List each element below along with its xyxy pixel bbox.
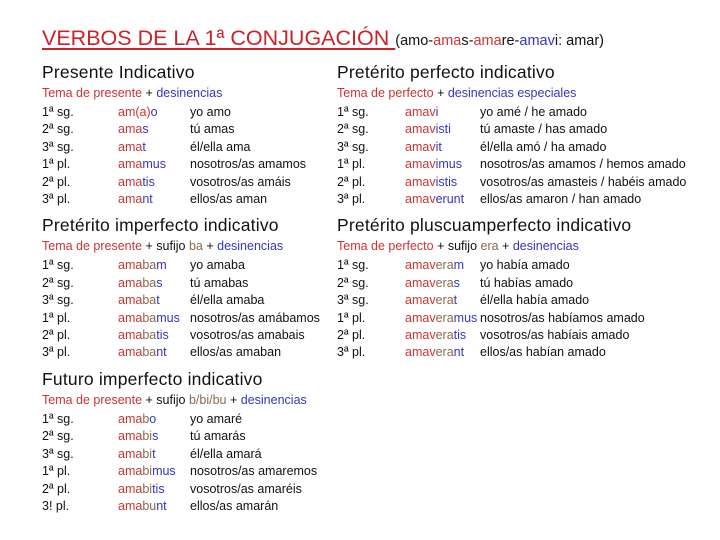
latin-form — [118, 428, 190, 445]
text-part: ama — [118, 481, 143, 496]
text-part: ama — [118, 192, 143, 207]
text-part: t — [152, 446, 156, 461]
text-part: amav — [405, 310, 436, 325]
text-part: + — [142, 86, 157, 100]
latin-form — [405, 156, 480, 173]
conjugation-row — [42, 156, 337, 173]
person-label: 2ª sg. — [42, 429, 74, 444]
right-column — [337, 62, 706, 369]
spanish-translation: vosotros/as amabais — [190, 328, 305, 343]
person-label: 3ª sg. — [42, 139, 74, 154]
text-part: bi — [142, 481, 153, 496]
text-part: Tema de presente — [42, 239, 143, 254]
text-part: amav — [405, 139, 436, 154]
spanish-translation: vosotros/as amasteis / habéis amado — [480, 174, 687, 189]
text-part: ama — [118, 328, 143, 343]
latin-form — [405, 275, 480, 292]
text-part: + sufijo — [142, 239, 189, 254]
latin-form — [118, 481, 190, 498]
text-part: era — [435, 310, 454, 325]
text-part: mus — [152, 464, 176, 479]
text-part: s — [152, 429, 159, 444]
latin-form — [405, 327, 480, 344]
latin-form — [405, 344, 480, 361]
person-label: 2ª pl. — [337, 328, 366, 343]
latin-form — [118, 121, 190, 138]
text-part: i — [435, 105, 439, 119]
conjugation-row — [42, 481, 337, 498]
spanish-translation: nosotros/as amamos — [190, 157, 307, 172]
conjugation-rows — [42, 411, 337, 515]
person-label: 3ª sg. — [337, 293, 369, 308]
conjugation-row — [42, 275, 337, 292]
text-part: o — [149, 411, 157, 426]
spanish-translation: vosotros/as habíais amado — [480, 328, 630, 343]
conjugation-row — [42, 327, 337, 344]
section-presente-indicativo — [42, 62, 337, 208]
text-part: bi — [142, 429, 153, 444]
spanish-translation: tú amas — [190, 122, 235, 137]
section-heading: Futuro imperfecto indicativo — [42, 368, 263, 389]
conjugation-row — [337, 104, 706, 121]
latin-form — [405, 191, 480, 208]
text-part: am(a) — [118, 105, 151, 119]
person-label: 2ª pl. — [337, 174, 366, 189]
spanish-translation: yo amaba — [190, 258, 245, 273]
section-heading: Pretérito imperfecto indicativo — [42, 215, 279, 236]
text-part: era — [435, 258, 454, 273]
text-part: s — [453, 275, 460, 290]
text-part: Tema de perfecto — [337, 86, 434, 100]
conjugation-rows — [42, 257, 337, 361]
text-part: ba — [142, 275, 157, 290]
text-part: bi — [142, 446, 153, 461]
text-part: ama — [118, 446, 143, 461]
text-part: Tema de presente — [42, 392, 143, 407]
conjugation-row — [42, 139, 337, 156]
conjugation-row — [337, 344, 706, 361]
person-label: 1ª pl. — [337, 310, 366, 325]
person-label: 2ª pl. — [42, 481, 71, 496]
person-label: 1ª sg. — [337, 105, 369, 119]
text-part: (amo- — [395, 33, 434, 49]
text-part: nt — [453, 345, 465, 360]
spanish-translation: nosotros/as amamos / hemos amado — [480, 157, 686, 172]
text-part: bi — [142, 464, 153, 479]
text-part: it — [435, 139, 442, 154]
text-part: m — [453, 258, 465, 273]
text-part: + — [433, 86, 448, 100]
text-part: desinencias — [512, 239, 579, 254]
person-label: 3ª pl. — [42, 345, 71, 360]
conjugation-row — [337, 191, 706, 208]
text-part: tis — [142, 174, 155, 189]
conjugation-row — [337, 310, 706, 327]
latin-form — [405, 292, 480, 309]
conjugation-row — [337, 275, 706, 292]
latin-form — [118, 156, 190, 173]
latin-form — [118, 275, 190, 292]
conjugation-row — [42, 174, 337, 191]
text-part: erunt — [435, 192, 465, 207]
section-preterito-imperfecto-indicativo — [42, 215, 337, 361]
person-label: 1ª pl. — [42, 157, 71, 172]
text-part: ba — [142, 293, 157, 308]
text-part: mus — [453, 310, 478, 325]
conjugation-row — [42, 191, 337, 208]
latin-form — [118, 174, 190, 191]
text-part: ama — [118, 345, 143, 360]
spanish-translation: yo amaré — [190, 411, 243, 426]
text-part: Tema de perfecto — [337, 239, 434, 254]
text-part: + — [226, 392, 241, 407]
text-part: amav — [405, 192, 436, 207]
section-formula — [337, 86, 706, 100]
text-part: amav — [519, 33, 555, 49]
spanish-translation: ellos/as amarán — [190, 498, 279, 513]
text-part: i: amar) — [554, 33, 605, 49]
text-part: desinencias — [240, 392, 307, 407]
latin-form — [405, 310, 480, 327]
person-label: 3ª sg. — [42, 446, 74, 461]
conjugation-row — [337, 174, 706, 191]
section-heading: Presente Indicativo — [42, 62, 195, 82]
section-preterito-perfecto-indicativo — [337, 62, 706, 208]
spanish-translation: nosotros/as amaremos — [190, 464, 318, 479]
left-column — [42, 62, 337, 522]
text-part: ama — [118, 122, 143, 137]
section-futuro-imperfecto-indicativo — [42, 369, 337, 515]
text-part: era — [480, 239, 499, 254]
text-part: ama — [118, 275, 143, 290]
spanish-translation: ellos/as amaron / han amado — [480, 192, 642, 207]
text-part: ama — [118, 293, 143, 308]
spanish-translation: ellos/as aman — [190, 192, 268, 207]
text-part: ama — [118, 464, 143, 479]
text-part: ama — [473, 33, 502, 49]
text-part: t — [142, 139, 146, 154]
text-part: ba — [142, 258, 157, 273]
text-part: imus — [435, 157, 462, 172]
latin-form — [118, 498, 190, 515]
text-part: ba — [142, 310, 157, 325]
text-part: tis — [453, 328, 467, 343]
text-part: nt — [142, 192, 153, 207]
conjugation-row — [337, 121, 706, 138]
person-label: 1ª pl. — [42, 310, 71, 325]
text-part: ama — [118, 139, 143, 154]
text-part: isti — [435, 122, 451, 137]
latin-form — [118, 292, 190, 309]
person-label: 1ª sg. — [42, 105, 74, 119]
text-part: ama — [433, 33, 462, 49]
person-label: 3ª pl. — [337, 192, 366, 207]
conjugation-rows — [337, 104, 706, 208]
conjugation-row — [42, 292, 337, 309]
latin-form — [118, 344, 190, 361]
text-part: bu — [142, 498, 157, 513]
person-label: 3ª sg. — [337, 139, 369, 154]
person-label: 3ª pl. — [337, 345, 366, 360]
text-part: s — [156, 275, 163, 290]
latin-form — [405, 257, 480, 274]
text-part: mus — [142, 157, 166, 172]
text-part: t — [453, 293, 458, 308]
section-formula — [42, 393, 337, 407]
slide-title-line — [42, 26, 706, 51]
latin-form — [405, 139, 480, 156]
person-label: 1ª sg. — [42, 258, 74, 273]
text-part: ama — [118, 157, 143, 172]
text-part: amav — [405, 174, 436, 189]
conjugation-row — [42, 411, 337, 428]
text-part: ba — [142, 328, 157, 343]
latin-form — [118, 310, 190, 327]
latin-form — [118, 104, 190, 121]
text-part: amav — [405, 157, 436, 172]
text-part: b — [142, 411, 150, 426]
text-part: t — [156, 293, 160, 308]
text-part: desinencias especiales — [447, 86, 577, 100]
conjugation-row — [42, 344, 337, 361]
text-part: amav — [405, 345, 436, 360]
conjugation-rows — [42, 104, 337, 208]
spanish-translation: yo amo — [190, 105, 231, 119]
person-label: 2ª sg. — [42, 122, 74, 137]
conjugation-row — [42, 104, 337, 121]
conjugation-row — [337, 156, 706, 173]
text-part: tis — [156, 328, 169, 343]
text-part: + — [498, 239, 513, 254]
section-formula — [42, 86, 337, 100]
latin-form — [405, 174, 480, 191]
text-part: nt — [156, 498, 167, 513]
text-part: ama — [118, 429, 143, 444]
person-label: 1ª sg. — [42, 411, 74, 426]
spanish-translation: ellos/as amaban — [190, 345, 282, 360]
spanish-translation: nosotros/as habíamos amado — [480, 310, 645, 325]
conjugation-row — [337, 327, 706, 344]
spanish-translation: tú amaste / has amado — [480, 122, 608, 137]
person-label: 1ª pl. — [42, 464, 71, 479]
latin-form — [118, 463, 190, 480]
text-part: amav — [405, 105, 436, 119]
person-label: 1ª pl. — [337, 157, 366, 172]
text-part: era — [435, 293, 454, 308]
conjugation-row — [42, 428, 337, 445]
person-label: 2ª sg. — [42, 275, 74, 290]
spanish-translation: él/ella ama — [190, 139, 251, 154]
spanish-translation: él/ella había amado — [480, 293, 590, 308]
spanish-translation: yo había amado — [480, 258, 570, 273]
person-label: 3! pl. — [42, 498, 70, 513]
text-part: istis — [435, 174, 458, 189]
text-part: era — [435, 328, 454, 343]
conjugation-row — [42, 257, 337, 274]
latin-form — [118, 446, 190, 463]
latin-form — [118, 139, 190, 156]
person-label: 2ª pl. — [42, 328, 71, 343]
conjugation-row — [42, 121, 337, 138]
conjugation-row — [42, 310, 337, 327]
spanish-translation: él/ella amaba — [190, 293, 265, 308]
person-label: 3ª sg. — [42, 293, 74, 308]
latin-form — [118, 191, 190, 208]
text-part: ba — [188, 239, 203, 254]
latin-form — [405, 104, 480, 121]
text-part: desinencias — [156, 86, 223, 100]
section-preterito-pluscuamperfecto-indicativo — [337, 215, 706, 361]
person-label: 2ª sg. — [337, 275, 369, 290]
text-part: m — [156, 258, 167, 273]
spanish-translation: tú habías amado — [480, 275, 574, 290]
title-principal-parts — [395, 33, 604, 49]
person-label: 2ª sg. — [337, 122, 369, 137]
spanish-translation: vosotros/as amaréis — [190, 481, 302, 496]
spanish-translation: nosotros/as amábamos — [190, 310, 320, 325]
section-heading: Pretérito pluscuamperfecto indicativo — [337, 215, 632, 236]
text-part: + sufijo — [142, 392, 189, 407]
text-part: ama — [118, 258, 143, 273]
person-label: 3ª pl. — [42, 192, 71, 207]
conjugation-rows — [337, 257, 706, 361]
text-part: amav — [405, 328, 436, 343]
text-part: + sufijo — [433, 239, 481, 254]
spanish-translation: yo amé / he amado — [480, 105, 588, 119]
text-part: amav — [405, 258, 436, 273]
text-part: Tema de presente — [42, 86, 143, 100]
person-label: 2ª pl. — [42, 174, 71, 189]
text-part: b/bi/bu — [188, 392, 227, 407]
spanish-translation: él/ella amó / ha amado — [480, 139, 607, 154]
spanish-translation: tú amabas — [190, 275, 249, 290]
text-part: era — [435, 275, 454, 290]
conjugation-row — [337, 292, 706, 309]
text-part: re- — [501, 33, 520, 49]
latin-form — [405, 121, 480, 138]
text-part: era — [435, 345, 454, 360]
text-part: s — [142, 122, 149, 137]
text-part: nt — [156, 345, 167, 360]
text-part: amav — [405, 275, 436, 290]
text-part: amav — [405, 293, 436, 308]
spanish-translation: vosotros/as amáis — [190, 174, 291, 189]
section-formula — [42, 239, 337, 253]
slide-title: VERBOS DE LA 1ª CONJUGACIÓN — [42, 26, 396, 50]
text-part: o — [150, 105, 158, 119]
text-part: ama — [118, 411, 143, 426]
section-formula — [337, 239, 706, 253]
text-part: ama — [118, 310, 143, 325]
spanish-translation: tú amarás — [190, 429, 246, 444]
spanish-translation: ellos/as habían amado — [480, 345, 606, 360]
conjugation-row — [337, 139, 706, 156]
text-part: mus — [156, 310, 180, 325]
text-part: ba — [142, 345, 157, 360]
conjugation-row — [42, 446, 337, 463]
text-part: s- — [461, 33, 474, 49]
spanish-translation: él/ella amará — [190, 446, 262, 461]
text-part: ama — [118, 498, 143, 513]
text-part: ama — [118, 174, 143, 189]
conjugation-row — [42, 498, 337, 515]
section-heading: Pretérito perfecto indicativo — [337, 62, 555, 82]
latin-form — [118, 411, 190, 428]
conjugation-row — [337, 257, 706, 274]
text-part: tis — [152, 481, 165, 496]
text-part: amav — [405, 122, 436, 137]
latin-form — [118, 327, 190, 344]
text-part: + — [202, 239, 218, 254]
person-label: 1ª sg. — [337, 258, 369, 273]
latin-form — [118, 257, 190, 274]
conjugation-row — [42, 463, 337, 480]
text-part: desinencias — [217, 239, 284, 254]
content-columns — [42, 62, 706, 522]
